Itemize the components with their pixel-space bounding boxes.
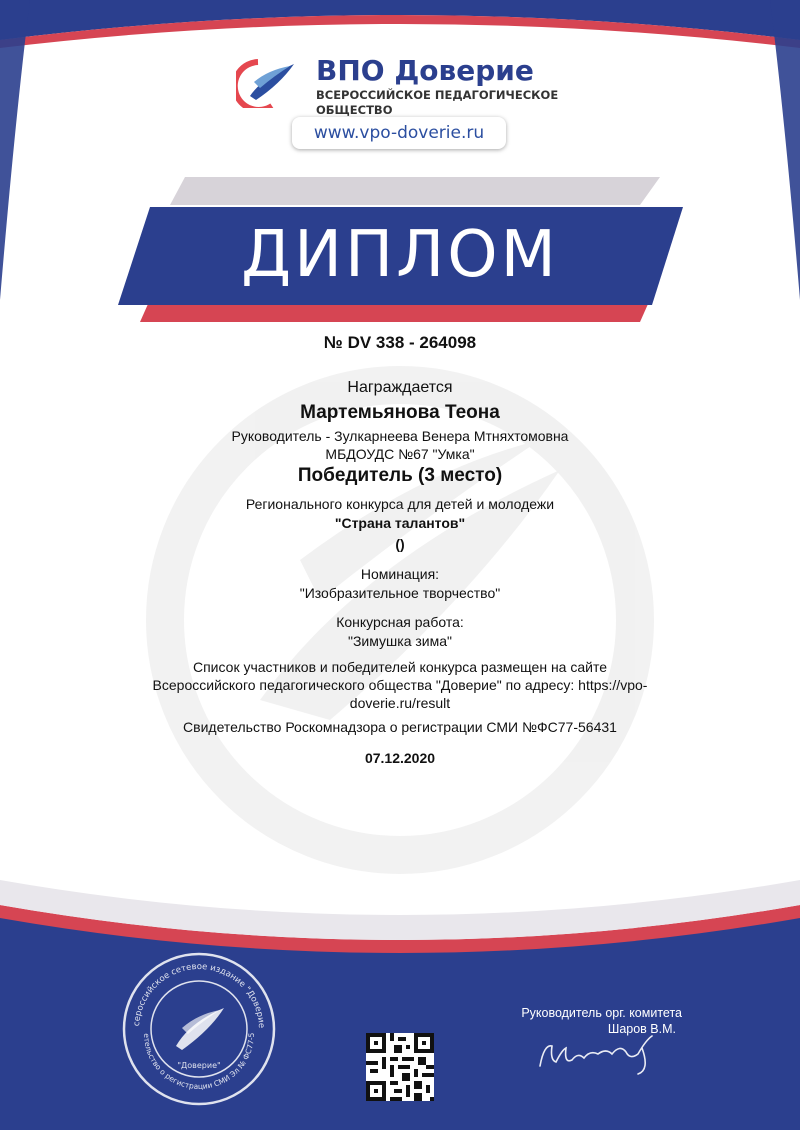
stamp	[120, 950, 278, 1108]
diploma-title: ДИПЛОМ	[241, 218, 559, 292]
results-line-3: doverie.ru/result	[349, 695, 451, 711]
diploma-number: № DV 338 - 264098	[323, 333, 477, 352]
signer-name: Шаров В.М.	[607, 1022, 676, 1036]
contest-name: "Страна талантов"	[334, 515, 466, 531]
results-line-2: Всероссийского педагогического общества "Доверие" по адресу: https://vpo-	[152, 677, 648, 693]
brand-subtitle-2: ОБЩЕСТВО	[316, 103, 393, 117]
stamp-center-text: "Доверие"	[177, 1061, 221, 1070]
signer-role: Руководитель орг. комитета	[521, 1006, 682, 1020]
website-link[interactable]: www.vpo-doverie.ru	[292, 117, 506, 149]
qr-code[interactable]	[366, 1033, 434, 1101]
issue-date: 07.12.2020	[364, 750, 436, 766]
recipient-name: Мартемьянова Теона	[300, 402, 500, 423]
ribbon-gray	[170, 177, 660, 205]
work-label: Конкурсная работа:	[336, 614, 464, 630]
place: Победитель (3 место)	[297, 465, 503, 486]
signature	[534, 1030, 684, 1078]
brand-name: ВПО Доверие	[316, 54, 534, 87]
nomination-label: Номинация:	[360, 566, 440, 582]
ribbon-red	[140, 304, 648, 322]
awarded-label: Награждается	[347, 379, 453, 396]
nomination-value: "Изобразительное творчество"	[299, 585, 501, 601]
stamp-text-top: сероссийское сетевое издание "Доверие	[132, 961, 267, 1029]
stamp-text-bottom: етельство о регистрации СМИ Эл № ФС77-5	[141, 1032, 257, 1092]
work-value: "Зимушка зима"	[348, 633, 452, 649]
contest-type: Регионального конкурса для детей и молодежи	[245, 496, 555, 512]
brand-logo-icon	[236, 56, 308, 108]
supervisor: Руководитель - Зулкарнеева Венера Мтняхтомовна	[231, 428, 569, 444]
institution: МБДОУДС №67 "Умка"	[325, 446, 475, 462]
registration-info: Свидетельство Роскомнадзора о регистрации СМИ №ФС77-56431	[183, 719, 617, 735]
brand-subtitle-1: ВСЕРОССИЙСКОЕ ПЕДАГОГИЧЕСКОЕ	[316, 88, 559, 102]
svg-text:Всероссийское сетевое издание	[120, 950, 266, 1028]
contest-extra: ()	[395, 536, 405, 552]
results-line-1: Список участников и победителей конкурса размещен на сайте	[192, 659, 607, 675]
